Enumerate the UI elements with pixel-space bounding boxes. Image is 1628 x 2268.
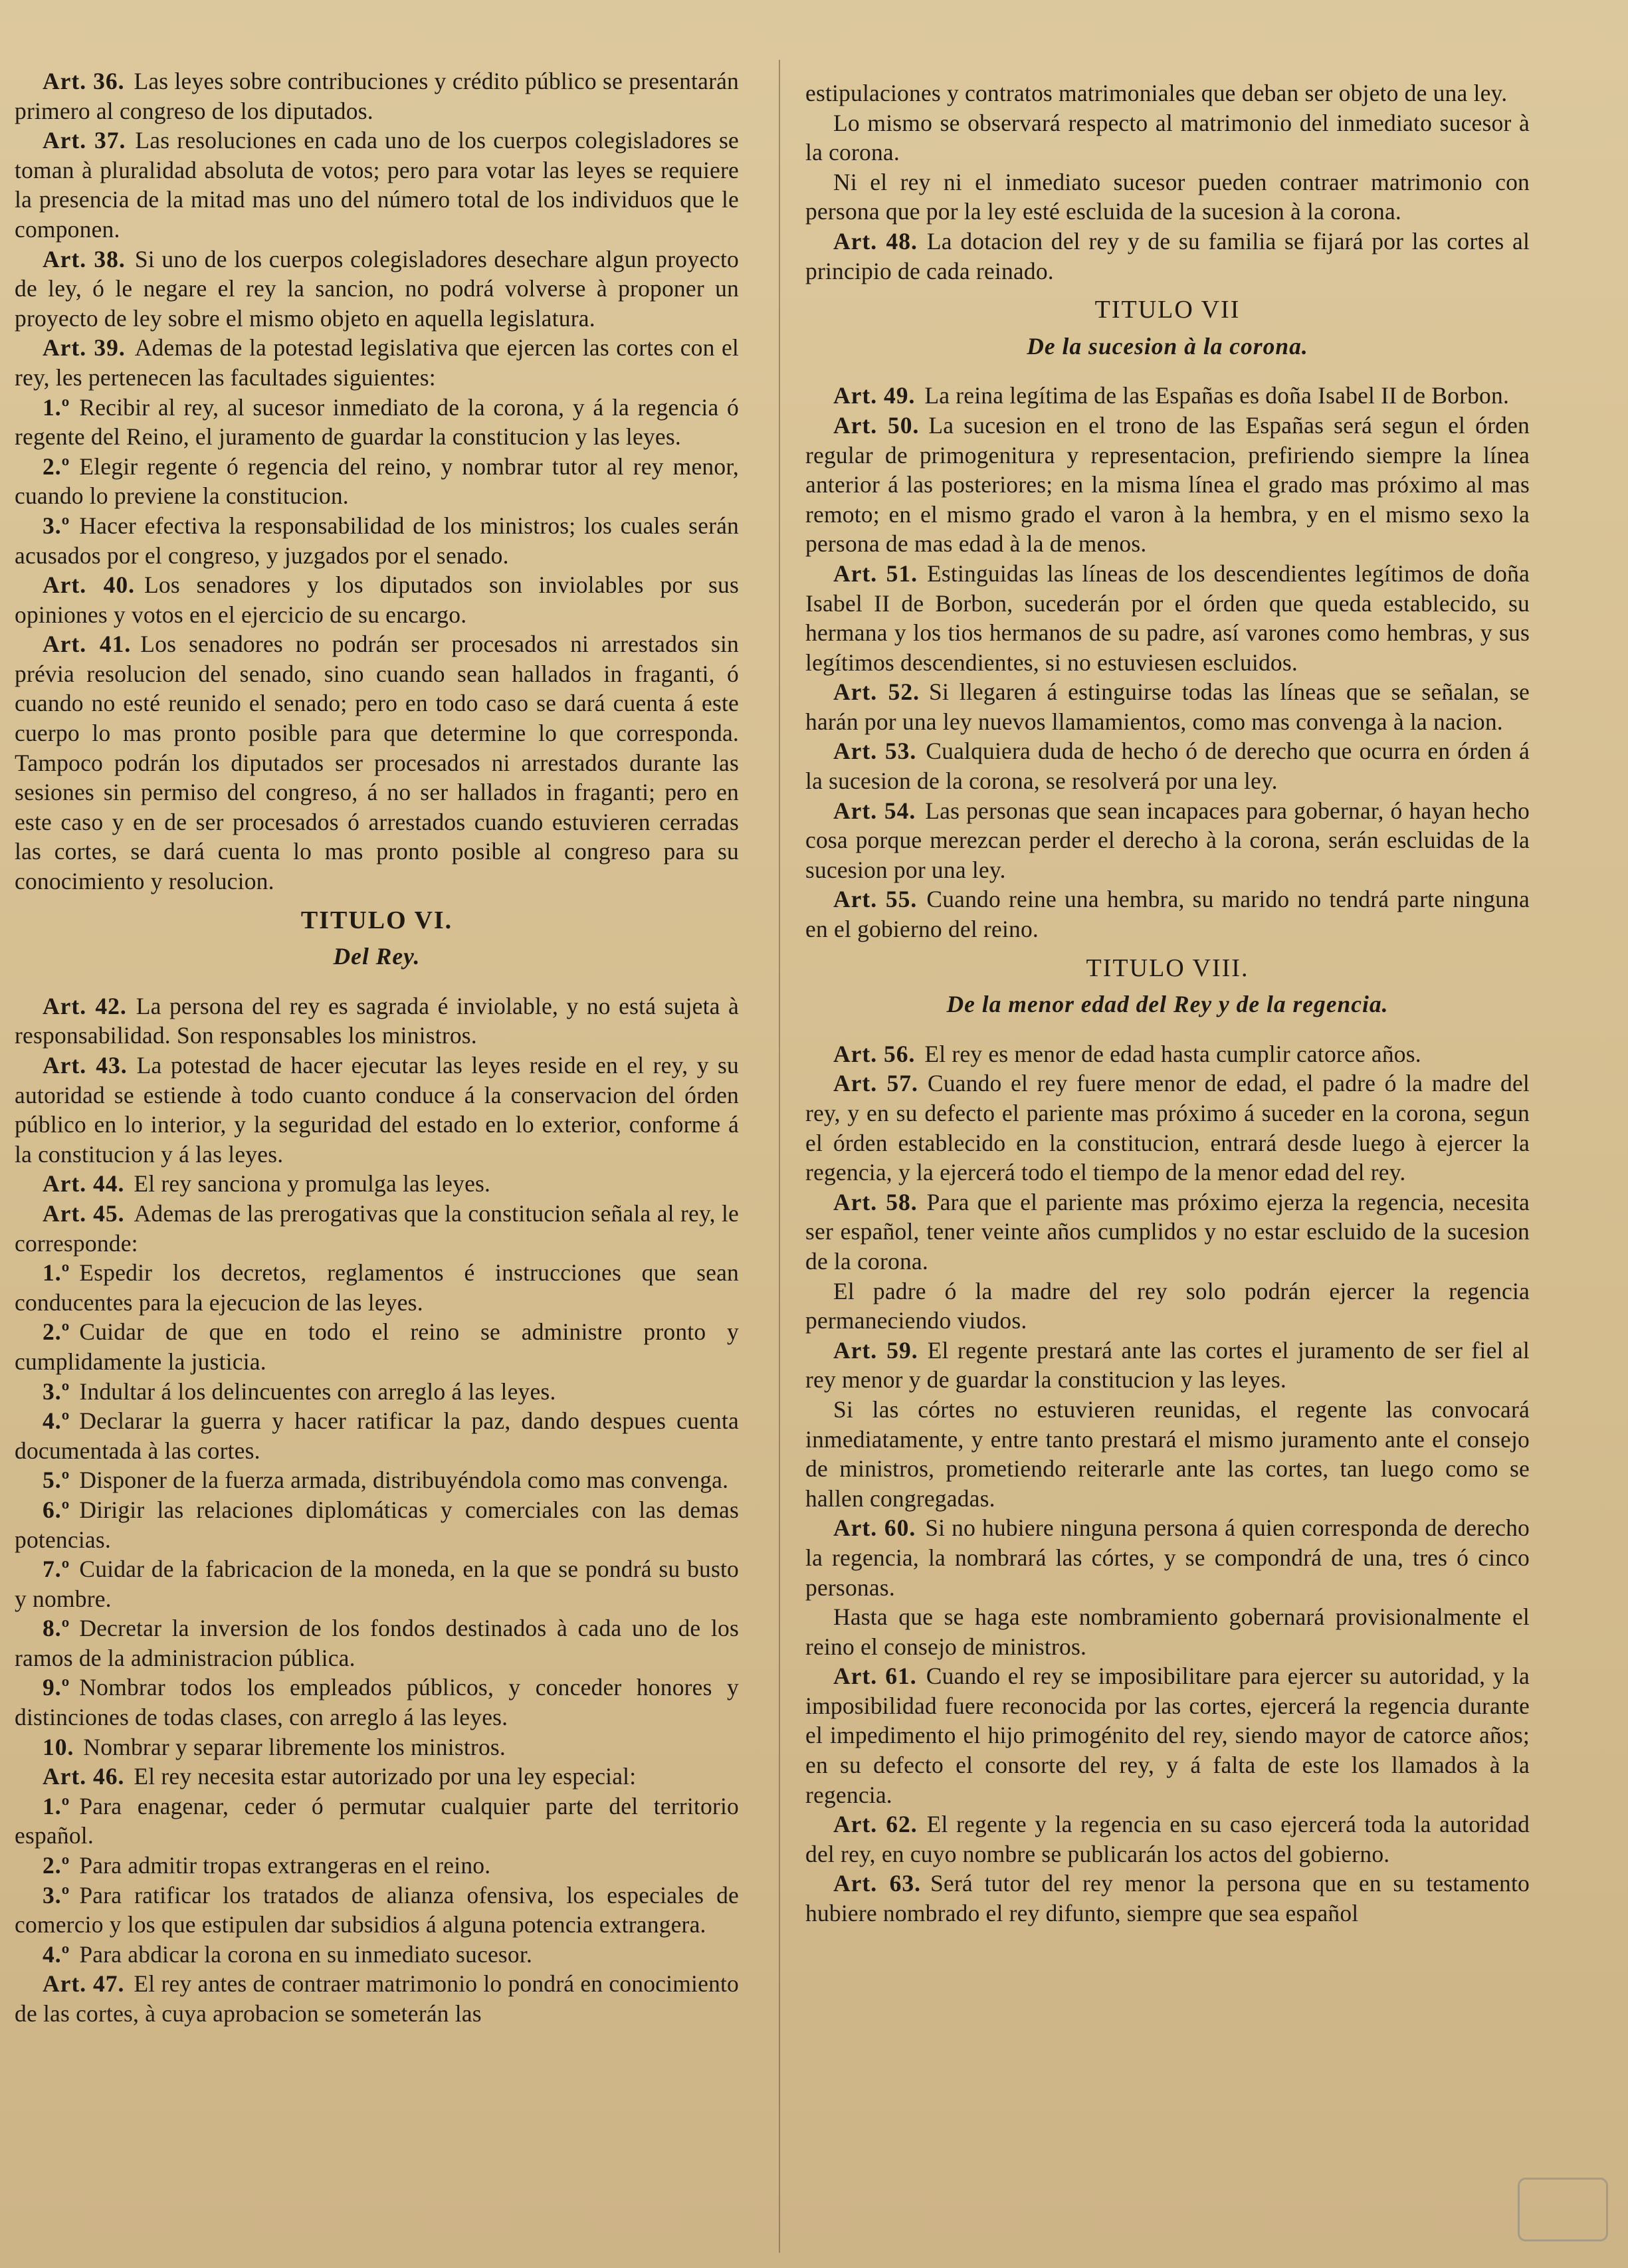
- article-paragraph: [805, 1039, 1530, 1069]
- article-text: Las resoluciones en cada uno de los cuerpos colegisladores se toman à pluralidad absoluta de votos; pero para votar las leyes se requiere la presencia de la mitad mas uno del número total de los individuos que le componen.: [15, 127, 740, 243]
- article-number: 3.º: [43, 1378, 70, 1405]
- article-number: Art. 44.: [43, 1170, 125, 1197]
- section-subtitle: De la menor edad del Rey y de la regencia.: [946, 991, 1389, 1018]
- left-column: [15, 66, 739, 2029]
- article-paragraph: [15, 1969, 739, 2028]
- article-number: 9.º: [43, 1674, 70, 1701]
- article-text: Ademas de la potestad legislativa que ejercen las cortes con el rey, les pertenecen las facultades siguientes:: [15, 334, 739, 391]
- article-number: Art. 47.: [43, 1970, 125, 1998]
- article-text: Dirigir las relaciones diplomáticas y comerciales con las demas potencias.: [15, 1496, 739, 1553]
- article-text: Si no hubiere ninguna persona á quien corresponda de derecho la regencia, la nombrará las córtes, y se compondrá de una, tres ó cinco personas.: [805, 1514, 1530, 1601]
- article-number: Art. 41.: [43, 631, 132, 658]
- article-number: 2.º: [43, 1852, 70, 1879]
- article-text: Hacer efectiva la responsabilidad de los ministros; los cuales serán acusados por el congreso, y juzgados por el senado.: [15, 512, 739, 569]
- article-number: 1.º: [43, 393, 70, 421]
- article-text: Nombrar y separar libremente los ministros.: [83, 1733, 506, 1760]
- article-paragraph: [805, 1513, 1530, 1602]
- article-paragraph: [805, 1336, 1530, 1395]
- article-number: Art. 55.: [833, 886, 918, 913]
- article-number: Art. 52.: [833, 678, 920, 706]
- article-text: Para enagenar, ceder ó permutar cualquier parte del territorio español.: [15, 1792, 739, 1849]
- article-text: La reina legítima de las Españas es doña Isabel II de Borbon.: [924, 382, 1510, 409]
- article-number: Art. 54.: [833, 797, 916, 824]
- article-text: Nombrar todos los empleados públicos, y conceder honores y distinciones de todas clases, con arreglo á las leyes.: [15, 1674, 739, 1731]
- article-text: Elegir regente ó regencia del reino, y nombrar tutor al rey menor, cuando lo previene la constitucion.: [15, 453, 739, 510]
- article-text: Hasta que se haga este nombramiento gobernará provisionalmente el reino el consejo de ministros.: [805, 1603, 1530, 1660]
- article-number: 8.º: [43, 1615, 70, 1642]
- article-number: 5.º: [43, 1467, 70, 1494]
- section-subtitle: Del Rey.: [333, 943, 421, 970]
- article-text: Para admitir tropas extrangeras en el reino.: [79, 1852, 491, 1879]
- article-number: 1.º: [43, 1792, 70, 1819]
- article-text: La persona del rey es sagrada é inviolable, y no está sujeta à responsabilidad. Son responsables los ministros.: [15, 992, 739, 1049]
- article-number: Art. 59.: [833, 1336, 918, 1364]
- article-text: Cuidar de que en todo el reino se administre pronto y cumplidamente la justicia.: [15, 1318, 739, 1375]
- article-number: Art. 46.: [43, 1763, 125, 1790]
- article-text: El rey sanciona y promulga las leyes.: [134, 1170, 491, 1197]
- article-paragraph: [805, 1395, 1530, 1513]
- article-paragraph: [15, 1199, 739, 1258]
- article-text: El padre ó la madre del rey solo podrán ejercer la regencia permaneciendo viudos.: [805, 1277, 1530, 1334]
- article-text: Cualquiera duda de hecho ó de derecho que ocurra en órden á la sucesion de la corona, se resolverá por una ley.: [805, 738, 1530, 795]
- article-number: Art. 53.: [833, 738, 917, 765]
- article-text: Ademas de las prerogativas que la constitucion señala al rey, le corresponde:: [15, 1199, 739, 1257]
- article-text: Si llegaren á estinguirse todas las líneas que se señalan, se harán por una ley nuevos llamamientos, como mas convenga à la nacion.: [805, 678, 1530, 735]
- article-number: 2.º: [43, 1318, 70, 1346]
- article-number: Art. 49.: [833, 382, 916, 409]
- column-divider: [779, 60, 780, 2253]
- article-text: Cuidar de la fabricacion de la moneda, en la que se pondrá su busto y nombre.: [15, 1556, 739, 1612]
- article-paragraph: [15, 1673, 739, 1732]
- article-number: Art. 48.: [833, 227, 918, 255]
- article-paragraph: [15, 452, 739, 511]
- article-text: Recibir al rey, al sucesor inmediato de la corona, y á la regencia ó regente del Reino, el juramento de guardar la constitucion y las leyes.: [15, 393, 739, 451]
- article-number: Art. 40.: [43, 571, 135, 599]
- article-paragraph: [15, 1377, 739, 1407]
- right-column: [805, 78, 1530, 1928]
- article-number: Art. 38.: [43, 245, 126, 272]
- article-paragraph: [805, 381, 1530, 411]
- article-paragraph: [15, 991, 739, 1051]
- article-paragraph: [15, 1317, 739, 1376]
- article-text: Estinguidas las líneas de los descendientes legítimos de doña Isabel II de Borbon, sucederán por el órden que queda establecido, su hermana y los tios hermanos de su padre, así varones como hembras, y sus legítimos descendientes, si no estuviesen escluidos.: [805, 560, 1530, 676]
- article-number: Art. 43.: [43, 1052, 128, 1079]
- article-paragraph: [15, 1495, 739, 1554]
- article-text: Decretar la inversion de los fondos destinados à cada uno de los ramos de la administracion pública.: [15, 1615, 739, 1671]
- section-title: TITULO VIII.: [1086, 954, 1249, 982]
- article-number: 2.º: [43, 453, 70, 480]
- article-paragraph: [805, 1277, 1530, 1336]
- article-paragraph: [15, 1051, 739, 1169]
- article-paragraph: [805, 1809, 1530, 1869]
- article-paragraph: [805, 411, 1530, 559]
- article-paragraph: [805, 1602, 1530, 1661]
- article-text: Si uno de los cuerpos colegisladores desechare algun proyecto de ley, ó le negare el rey la sancion, no podrá volverse à proponer un proyecto de ley sobre el mismo objeto en aquella legislatura.: [15, 245, 739, 332]
- library-stamp-mark: [1518, 2178, 1608, 2241]
- article-paragraph: [805, 1661, 1530, 1809]
- article-number: Art. 37.: [43, 127, 126, 154]
- article-text: Será tutor del rey menor la persona que en su testamento hubiere nombrado el rey difunto, siempre que sea español: [805, 1870, 1530, 1927]
- article-number: 4.º: [43, 1407, 70, 1435]
- article-number: 10.: [43, 1733, 74, 1760]
- article-paragraph: [805, 1187, 1530, 1277]
- article-text: El rey antes de contraer matrimonio lo pondrá en conocimiento de las cortes, à cuya aprobacion se someterán las: [15, 1970, 739, 2027]
- article-number: Art. 42.: [43, 992, 127, 1019]
- article-number: Art. 51.: [833, 560, 918, 587]
- article-number: 1.º: [43, 1259, 70, 1287]
- article-text: La potestad de hacer ejecutar las leyes reside en el rey, y su autoridad se estiende à todo cuanto conduce á la conservacion del órden público en lo interior, y la seguridad del estado en lo exterior, conforme á la constitucion y á las leyes.: [15, 1052, 739, 1168]
- article-paragraph: [15, 1169, 739, 1199]
- section-title: TITULO VII: [1094, 296, 1241, 324]
- article-paragraph: [15, 629, 739, 896]
- article-number: Art. 50.: [833, 411, 920, 439]
- article-text: El regente prestará ante las cortes el juramento de ser fiel al rey menor y de guardar la constitucion y las leyes.: [805, 1336, 1530, 1393]
- article-text: Para ratificar los tratados de alianza ofensiva, los especiales de comercio y los que estipulen dar subsidios á alguna potencia extrangera.: [15, 1881, 739, 1938]
- article-paragraph: [805, 559, 1530, 677]
- article-text: Indultar á los delincuentes con arreglo á las leyes.: [79, 1378, 556, 1405]
- article-text: La dotacion del rey y de su familia se fijará por las cortes al principio de cada reinado.: [805, 227, 1530, 284]
- article-text: Cuando el rey fuere menor de edad, el padre ó la madre del rey, y en su defecto el pariente mas próximo á suceder en la corona, segun el órden establecido en la constitucion, entrará desde luego à ejercer la regencia, y la ejercerá todo el tiempo de la menor edad del rey.: [805, 1070, 1530, 1186]
- article-paragraph: [15, 1762, 739, 1792]
- article-number: Art. 45.: [43, 1199, 125, 1227]
- article-number: 3.º: [43, 512, 70, 539]
- article-paragraph: [805, 884, 1530, 944]
- article-paragraph: [15, 1940, 739, 1970]
- article-paragraph: [805, 78, 1530, 108]
- article-number: 3.º: [43, 1881, 70, 1908]
- article-text: estipulaciones y contratos matrimoniales que deban ser objeto de una ley.: [805, 80, 1508, 106]
- article-number: Art. 58.: [833, 1188, 918, 1215]
- article-paragraph: [805, 736, 1530, 795]
- article-paragraph: [15, 393, 739, 452]
- article-number: 4.º: [43, 1940, 70, 1968]
- article-text: El rey necesita estar autorizado por una ley especial:: [134, 1763, 637, 1790]
- article-number: Art. 57.: [833, 1070, 918, 1097]
- article-paragraph: [15, 126, 739, 244]
- article-paragraph: [15, 1613, 739, 1673]
- article-paragraph: [15, 1554, 739, 1613]
- article-number: Art. 62.: [833, 1811, 918, 1838]
- article-text: La sucesion en el trono de las Españas será segun el órden regular de primogenitura y representacion, prefiriendo siempre la línea anterior á las posteriores; en la misma línea el grado mas próximo al mas remoto; en el mismo grado el varon à la hembra, y en el mismo sexo la persona de mas edad à la de menos.: [805, 411, 1530, 558]
- article-paragraph: [805, 1869, 1530, 1928]
- article-text: Declarar la guerra y hacer ratificar la paz, dando despues cuenta documentada à las cortes.: [15, 1407, 739, 1464]
- article-text: Cuando el rey se imposibilitare para ejercer su autoridad, y la imposibilidad fuere reconocida por las cortes, ejercerá la regencia durante el impedimento el hijo primogénito del rey, siendo mayor de catorce años; en su defecto el consorte del rey, y á falta de este los llamados à la regencia.: [805, 1663, 1530, 1808]
- article-text: Si las córtes no estuvieren reunidas, el regente las convocará inmediatamente, y entre tanto prestará el mismo juramento ante el consejo de ministros, prometiendo reiterarle ante las cortes, tan luego como se hallen congregadas.: [805, 1395, 1530, 1512]
- article-paragraph: [805, 677, 1530, 736]
- article-paragraph: [15, 66, 739, 126]
- article-text: El regente y la regencia en su caso ejercerá toda la autoridad del rey, en cuyo nombre se publicarán los actos del gobierno.: [805, 1811, 1530, 1867]
- section-title: TITULO VI.: [300, 906, 453, 934]
- article-text: El rey es menor de edad hasta cumplir catorce años.: [924, 1040, 1421, 1067]
- article-paragraph: [805, 1069, 1530, 1187]
- article-paragraph: [15, 245, 739, 334]
- article-paragraph: [15, 1792, 739, 1851]
- article-text: Los senadores no podrán ser procesados ni arrestados sin prévia resolucion del senado, sino cuando sean hallados in fraganti, ó cuando no esté reunido el senado; pero en todo caso se dará cuenta á este cuerpo lo mas pronto posible para que determine lo que corresponda. Tampoco podrán los diputados ser procesados ni arrestados durante las sesiones sin permiso del congreso, á no ser hallados in fraganti; pero en este caso y en de ser procesados ó arrestados cuando estuvieren cerradas las cortes, se dará cuenta lo mas pronto posible al congreso para su conocimiento y resolucion.: [15, 631, 739, 895]
- article-text: Ni el rey ni el inmediato sucesor pueden contraer matrimonio con persona que por la ley esté escluida de la sucesion à la corona.: [805, 168, 1530, 225]
- article-paragraph: [15, 1465, 739, 1495]
- article-paragraph: [805, 167, 1530, 227]
- article-text: Lo mismo se observará respecto al matrimonio del inmediato sucesor à la corona.: [805, 109, 1530, 166]
- article-number: Art. 39.: [43, 334, 126, 361]
- article-number: Art. 63.: [833, 1870, 921, 1897]
- article-number: Art. 61.: [833, 1663, 917, 1690]
- article-number: Art. 36.: [43, 68, 125, 94]
- article-number: Art. 56.: [833, 1040, 916, 1067]
- article-paragraph: [805, 796, 1530, 885]
- section-subtitle: De la sucesion à la corona.: [1027, 332, 1308, 360]
- article-paragraph: [15, 1881, 739, 1940]
- article-text: Disponer de la fuerza armada, distribuyéndola como mas convenga.: [79, 1467, 729, 1494]
- article-text: Los senadores y los diputados son inviolables por sus opiniones y votos en el ejercicio de su encargo.: [15, 571, 739, 628]
- article-paragraph: [805, 227, 1530, 286]
- article-text: Cuando reine una hembra, su marido no tendrá parte ninguna en el gobierno del reino.: [805, 886, 1530, 943]
- article-text: Para abdicar la corona en su inmediato sucesor.: [79, 1940, 533, 1968]
- article-text: Las leyes sobre contribuciones y crédito público se presentarán primero al congreso de los diputados.: [15, 68, 739, 124]
- article-paragraph: [15, 1258, 739, 1317]
- article-number: Art. 60.: [833, 1514, 916, 1542]
- article-paragraph: [15, 511, 739, 570]
- article-number: 7.º: [43, 1556, 70, 1583]
- article-paragraph: [805, 108, 1530, 167]
- article-paragraph: [15, 1851, 739, 1881]
- article-text: Las personas que sean incapaces para gobernar, ó hayan hecho cosa porque merezcan perder el derecho à la corona, serán escluidas de la sucesion por una ley.: [805, 797, 1530, 883]
- article-paragraph: [15, 1732, 739, 1762]
- article-paragraph: [15, 570, 739, 629]
- article-paragraph: [15, 333, 739, 392]
- article-number: 6.º: [43, 1496, 70, 1523]
- article-text: Espedir los decretos, reglamentos é instrucciones que sean conducentes para la ejecucion de las leyes.: [15, 1259, 739, 1316]
- article-text: Para que el pariente mas próximo ejerza la regencia, necesita ser español, tener veinte años cumplidos y no estar escluido de la sucesion de la corona.: [805, 1188, 1530, 1275]
- article-paragraph: [15, 1406, 739, 1465]
